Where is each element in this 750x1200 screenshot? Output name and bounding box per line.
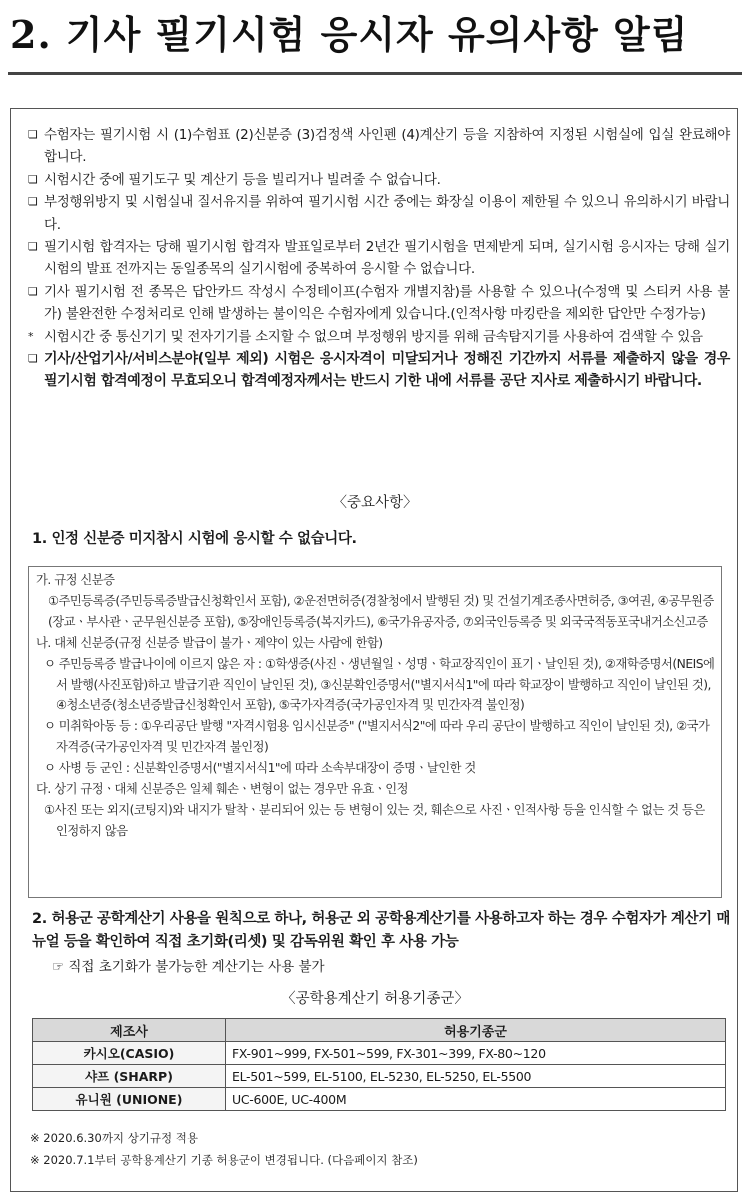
checkbox-bullet-icon: ❏ <box>28 128 38 141</box>
maker-cell: 유니원 (UNIONE) <box>33 1088 226 1111</box>
notice-item <box>28 236 730 281</box>
models-cell: UC-600E, UC-400M <box>226 1088 726 1111</box>
footnote: ※ 2020.6.30까지 상기규정 적용 <box>30 1131 199 1145</box>
checkbox-bullet-icon: ❏ <box>28 172 38 186</box>
notice-text: 시험시간 중 통신기기 및 전자기기를 소지할 수 없으며 부정행위 방지를 위해 금속탐지기를 사용하여 검색할 수 있음 <box>44 328 703 345</box>
notice-item <box>28 281 730 326</box>
notice-text: 부정행위방지 및 시험실내 질서유지를 위하여 필기시험 시간 중에는 화장실 이용이 제한될 수 있으니 유의하시기 바랍니다. <box>44 194 730 233</box>
title-underline <box>8 72 742 75</box>
notice-text: 기사 필기시험 전 종목은 답안카드 작성시 수정테이프(수험자 개별지참)를 사용할 수 있으나(수정액 및 스티커 사용 불가) 불완전한 수정처리로 인해 발생하는 불이익은 수험자에게 있습니다.(인적사항 마킹란을 제외한 답안만 수정가능) <box>44 283 730 323</box>
footnote: ※ 2020.7.1부터 공학용계산기 기종 허용군이 변경됩니다. (다음페이지 참조) <box>30 1153 418 1167</box>
models-cell: EL-501~599, EL-5100, EL-5230, EL-5250, EL-5500 <box>226 1065 726 1088</box>
notice-item <box>28 169 730 191</box>
id-section-c-title: 다. 상기 규정ㆍ대체 신분증은 일체 훼손ㆍ변형이 없는 경우만 유효ㆍ인정 <box>36 782 409 797</box>
table-header-row <box>33 1019 726 1042</box>
id-section-c-body: ①사진 또는 외지(코팅지)와 내지가 탈착ㆍ분리되어 있는 등 변형이 있는 것, 훼손으로 사진ㆍ인적사항 등을 인식할 수 없는 것 등은 인정하지 않음 <box>44 802 705 838</box>
reset-note: ☞ 직접 초기화가 불가능한 계산기는 사용 불가 <box>52 959 325 975</box>
item1-heading: 1. 인정 신분증 미지참시 시험에 응시할 수 없습니다. <box>32 531 357 547</box>
notice-item-bold <box>28 348 730 393</box>
calculator-table-heading: 〈공학용계산기 허용기종군〉 <box>281 991 469 1007</box>
column-header-maker: 제조사 <box>33 1019 226 1042</box>
checkbox-bullet-icon: ❏ <box>28 284 38 298</box>
column-header-models: 허용기종군 <box>226 1019 726 1042</box>
id-section-a-title: 가. 규정 신분증 <box>36 573 115 587</box>
maker-cell: 샤프 (SHARP) <box>33 1065 226 1088</box>
checkbox-bullet-icon: ❏ <box>28 240 38 254</box>
models-cell: FX-901~999, FX-501~599, FX-301~399, FX-80~120 <box>226 1042 726 1065</box>
important-heading: 〈중요사항〉 <box>332 495 418 511</box>
notice-text: 기사/산업기사/서비스분야(일부 제외) 시험은 응시자격이 미달되거나 정해진 기간까지 서류를 제출하지 않을 경우 필기시험 합격예정이 무효되오니 합격예정자께서는 반드시 기한 내에 서류를 공단 지사로 제출하시기 바랍니다. <box>44 351 730 390</box>
id-section-b-item: ㅇ 사병 등 군인 : 신분확인증명서("별지서식1"에 따라 소속부대장이 증명ㆍ날인한 것 <box>44 761 476 776</box>
id-requirements-content <box>36 570 716 842</box>
notice-item <box>28 124 730 169</box>
item2-heading: 2. 허용군 공학계산기 사용을 원칙으로 하나, 허용군 외 공학용계산기를 사용하고자 하는 경우 수험자가 계산기 매뉴얼 등을 확인하여 직접 초기화(리셋) 및 감독위원 확인 후 사용 가능 <box>32 911 730 950</box>
table-row <box>33 1042 726 1065</box>
maker-cell: 카시오(CASIO) <box>33 1042 226 1065</box>
checkbox-bullet-icon: ❏ <box>28 195 38 209</box>
table-row <box>33 1065 726 1088</box>
notice-text: 시험시간 중에 필기도구 및 계산기 등을 빌리거나 빌려줄 수 없습니다. <box>44 171 441 188</box>
notice-text: 필기시험 합격자는 당해 필기시험 합격자 발표일로부터 2년간 필기시험을 면제받게 되며, 실기시험 응시자는 당해 실기시험의 발표 전까지는 동일종목의 실기시험에 중복하여 응시할 수 없습니다. <box>44 239 730 278</box>
asterisk-bullet-icon: * <box>28 329 34 343</box>
notice-list <box>28 124 730 393</box>
table-row <box>33 1088 726 1111</box>
page-title: 2. 기사 필기시험 응시자 유의사항 알림 <box>10 12 689 57</box>
id-section-b-title: 나. 대체 신분증(규정 신분증 발급이 불가ㆍ제약이 있는 사람에 한함) <box>36 635 383 650</box>
notice-text: 수험자는 필기시험 시 (1)수험표 (2)신분증 (3)검정색 사인펜 (4)계산기 등을 지참하여 지정된 시험실에 입실 완료해야 합니다. <box>44 127 730 166</box>
checkbox-bullet-icon: ❏ <box>28 352 38 366</box>
id-section-a-body: ①주민등록증(주민등록증발급신청확인서 포함), ②운전면허증(경찰청에서 발행된 것) 및 건설기계조종사면허증, ③여권, ④공무원증(장교ㆍ부사관ㆍ군무원신분증 포함), ⑤장애인등록증(복지카드), ⑥국가유공자증, ⑦외국인등록증 및 외국국적동포국내거소신고증 <box>48 593 714 629</box>
notice-item <box>28 326 730 348</box>
id-section-b-item: ㅇ 주민등록증 발급나이에 이르지 않은 자 : ①학생증(사진ㆍ생년월일ㆍ성명ㆍ학교장직인이 표기ㆍ날인된 것), ②재학증명서(NEIS에서 발행(사진포함)하고 발급기관 직인이 날인된 것), ③신분확인증명서("별지서식1"에 따라 학교장이 발행하고 직인이 날인된 것), ④청소년증(청소년증발급신청확인서 포함), ⑤국가자격증(국가공인자격 및 민간자격 불인정) <box>44 656 715 713</box>
calculator-table <box>32 1018 726 1111</box>
id-section-b-item: ㅇ 미취학아동 등 : ①우리공단 발행 "자격시험용 임시신분증" ("별지서식2"에 따라 우리 공단이 발행하고 직인이 날인된 것), ②국가자격증(국가공인자격 및 민간자격 불인정) <box>44 719 710 755</box>
notice-item <box>28 191 730 236</box>
